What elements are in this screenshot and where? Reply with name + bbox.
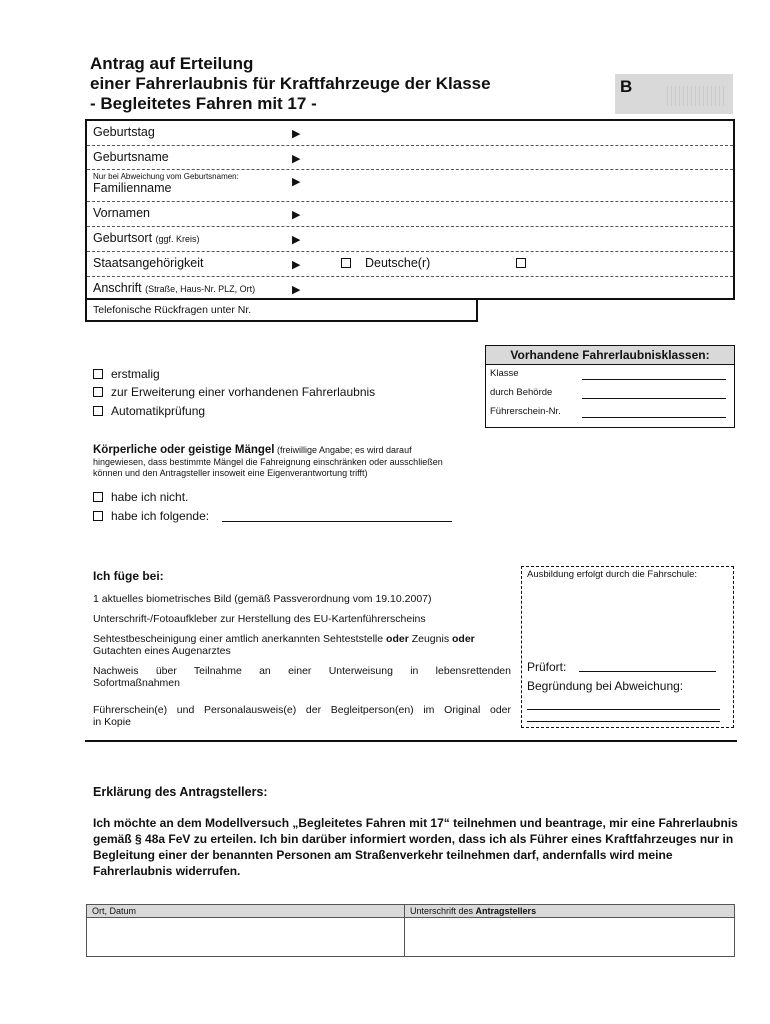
label-familienname bbox=[93, 172, 239, 195]
telefon-field[interactable]: Telefonische Rückfragen unter Nr. bbox=[85, 300, 478, 322]
sehtest-text-a: Sehtestbescheinigung einer amtlich anerkannten Sehteststelle bbox=[93, 633, 384, 645]
label-automatik: Automatikprüfung bbox=[111, 404, 206, 418]
familienname-note: Nur bei Abweichung vom Geburtsnamen: bbox=[93, 172, 239, 181]
checkbox-automatik[interactable] bbox=[93, 406, 103, 416]
begleitperson-line-1: Führerschein(e) und Personalausweis(e) der Begleitperson(en) im Original oder bbox=[93, 704, 511, 716]
beilage-begleitperson bbox=[93, 704, 511, 728]
option-automatik[interactable] bbox=[93, 404, 205, 418]
beilage-sehtest bbox=[93, 633, 511, 657]
sofortmassnahmen-line-1: Nachweis über Teilnahme an einer Unterweisung in lebensrettenden bbox=[93, 665, 511, 677]
class-letter: B bbox=[620, 77, 633, 96]
label-behoerde: durch Behörde bbox=[490, 387, 553, 398]
title-line-2: einer Fahrerlaubnis für Kraftfahrzeuge der Klasse bbox=[90, 74, 491, 93]
option-erweiterung[interactable] bbox=[93, 385, 375, 399]
beilagen-heading: Ich füge bei: bbox=[93, 569, 164, 583]
label-ort-datum: Ort, Datum bbox=[92, 906, 137, 916]
sehtest-oder-1: oder bbox=[386, 633, 409, 645]
divider bbox=[85, 740, 737, 742]
field-unterschrift[interactable] bbox=[405, 918, 734, 956]
sehtest-text-c: Zeugnis bbox=[411, 633, 450, 645]
beilage-unterschrift: Unterschrift-/Fotoaufkleber zur Herstellung des EU-Kartenführerscheins bbox=[93, 613, 426, 625]
option-erstmalig[interactable] bbox=[93, 367, 160, 381]
familienname-text: Familienname bbox=[93, 181, 172, 195]
erklaerung-heading: Erklärung des Antragstellers: bbox=[93, 785, 268, 799]
unterschrift-bold: Antragstellers bbox=[475, 906, 537, 916]
option-maengel-ja[interactable] bbox=[93, 509, 209, 523]
checkbox-maengel-ja[interactable] bbox=[93, 511, 103, 521]
unterschrift-prefix: Unterschrift des bbox=[410, 906, 474, 916]
fahrschule-box bbox=[521, 566, 734, 728]
maengel-note: (freiwillige Angabe; es wird darauf hingewiesen, dass bestimmte Mängel die Fahreignung einschränken oder ausschließen können und den Antragsteller insoweit eine Eigenverantwortung trifft) bbox=[93, 445, 443, 478]
checkbox-maengel-nein[interactable] bbox=[93, 492, 103, 502]
label-begruendung: Begründung bei Abweichung: bbox=[527, 679, 684, 693]
sofortmassnahmen-line-2: Sofortmaßnahmen bbox=[93, 677, 180, 689]
arrow-icon: ▶ bbox=[292, 284, 301, 296]
row-familienname[interactable] bbox=[87, 169, 733, 202]
sehtest-text-e: Gutachten eines Augenarztes bbox=[93, 645, 231, 657]
field-begruendung-2[interactable] bbox=[527, 721, 720, 722]
signature-table bbox=[86, 904, 735, 957]
erklaerung-text: Ich möchte an dem Modellversuch „Begleitetes Fahren mit 17“ teilnehmen und beantrage, mir eine Fahrerlaubnis gemäß § 48a FeV zu erteilen. Ich bin darüber informiert worden, dass ich als Führer eines Kraftfahrzeuges nur in Begleitung einer der benannten Personen am Straßenverkehr teilnehmen darf, andernfalls wird meine Fahrerlaubnis widerrufen. bbox=[93, 816, 738, 878]
existing-classes-box bbox=[485, 345, 735, 428]
label-fuehrerschein-nr: Führerschein-Nr. bbox=[490, 406, 561, 417]
label-deutsche: Deutsche(r) bbox=[365, 256, 431, 270]
arrow-icon: ▶ bbox=[292, 128, 301, 140]
label-maengel-nein: habe ich nicht. bbox=[111, 490, 189, 504]
checkbox-other-nationality[interactable] bbox=[516, 258, 526, 268]
sehtest-oder-2: oder bbox=[452, 633, 475, 645]
field-pruefort[interactable] bbox=[579, 671, 716, 672]
checkbox-erweiterung[interactable] bbox=[93, 387, 103, 397]
maengel-field[interactable] bbox=[222, 521, 452, 522]
beilage-sofortmassnahmen bbox=[93, 665, 511, 689]
arrow-icon: ▶ bbox=[292, 259, 301, 271]
signature-header bbox=[87, 905, 734, 918]
anschrift-note: (Straße, Haus-Nr. PLZ, Ort) bbox=[145, 284, 256, 294]
class-box bbox=[615, 74, 733, 114]
arrow-icon: ▶ bbox=[292, 176, 301, 188]
geburtsort-note: (ggf. Kreis) bbox=[155, 234, 200, 244]
row-vornamen[interactable] bbox=[87, 201, 733, 227]
beilage-bild: 1 aktuelles biometrisches Bild (gemäß Passverordnung vom 19.10.2007) bbox=[93, 593, 432, 605]
label-geburtsname: Geburtsname bbox=[93, 150, 169, 164]
label-geburtsort bbox=[93, 231, 200, 245]
label-anschrift bbox=[93, 281, 255, 295]
label-vornamen: Vornamen bbox=[93, 206, 150, 220]
maengel-text bbox=[93, 445, 463, 480]
field-begruendung-1[interactable] bbox=[527, 709, 720, 710]
row-staatsangehoerigkeit bbox=[87, 251, 733, 277]
begleitperson-line-2: in Kopie bbox=[93, 716, 131, 728]
row-anschrift[interactable] bbox=[87, 276, 733, 300]
row-geburtsort[interactable] bbox=[87, 226, 733, 252]
field-klasse[interactable] bbox=[582, 379, 726, 380]
arrow-icon: ▶ bbox=[292, 153, 301, 165]
checkbox-deutsche[interactable] bbox=[341, 258, 351, 268]
label-staatsangehoerigkeit: Staatsangehörigkeit bbox=[93, 256, 204, 270]
field-fuehrerschein-nr[interactable] bbox=[582, 417, 726, 418]
form-title bbox=[90, 54, 491, 114]
label-geburtstag: Geburtstag bbox=[93, 125, 155, 139]
class-box-pattern bbox=[667, 86, 727, 106]
label-pruefort: Prüfort: bbox=[527, 660, 567, 674]
label-klasse: Klasse bbox=[490, 368, 519, 379]
anschrift-text: Anschrift bbox=[93, 281, 142, 295]
row-geburtsname[interactable] bbox=[87, 145, 733, 170]
label-maengel-ja: habe ich folgende: bbox=[111, 509, 210, 523]
arrow-icon: ▶ bbox=[292, 209, 301, 221]
title-line-1: Antrag auf Erteilung bbox=[90, 54, 254, 73]
geburtsort-text: Geburtsort bbox=[93, 231, 153, 245]
label-erstmalig: erstmalig bbox=[111, 367, 160, 381]
option-maengel-nein[interactable] bbox=[93, 490, 188, 504]
maengel-heading: Körperliche oder geistige Mängel bbox=[93, 444, 275, 456]
label-unterschrift bbox=[410, 905, 536, 917]
row-geburtstag[interactable] bbox=[87, 121, 733, 146]
arrow-icon: ▶ bbox=[292, 234, 301, 246]
fahrschule-heading: Ausbildung erfolgt durch die Fahrschule: bbox=[527, 569, 698, 580]
field-ort-datum[interactable] bbox=[87, 918, 404, 956]
personal-data-box bbox=[85, 119, 735, 300]
checkbox-erstmalig[interactable] bbox=[93, 369, 103, 379]
title-line-3: - Begleitetes Fahren mit 17 - bbox=[90, 94, 317, 113]
label-erweiterung: zur Erweiterung einer vorhandenen Fahrerlaubnis bbox=[111, 385, 376, 399]
existing-classes-heading: Vorhandene Fahrerlaubnisklassen: bbox=[486, 346, 734, 365]
field-behoerde[interactable] bbox=[582, 398, 726, 399]
